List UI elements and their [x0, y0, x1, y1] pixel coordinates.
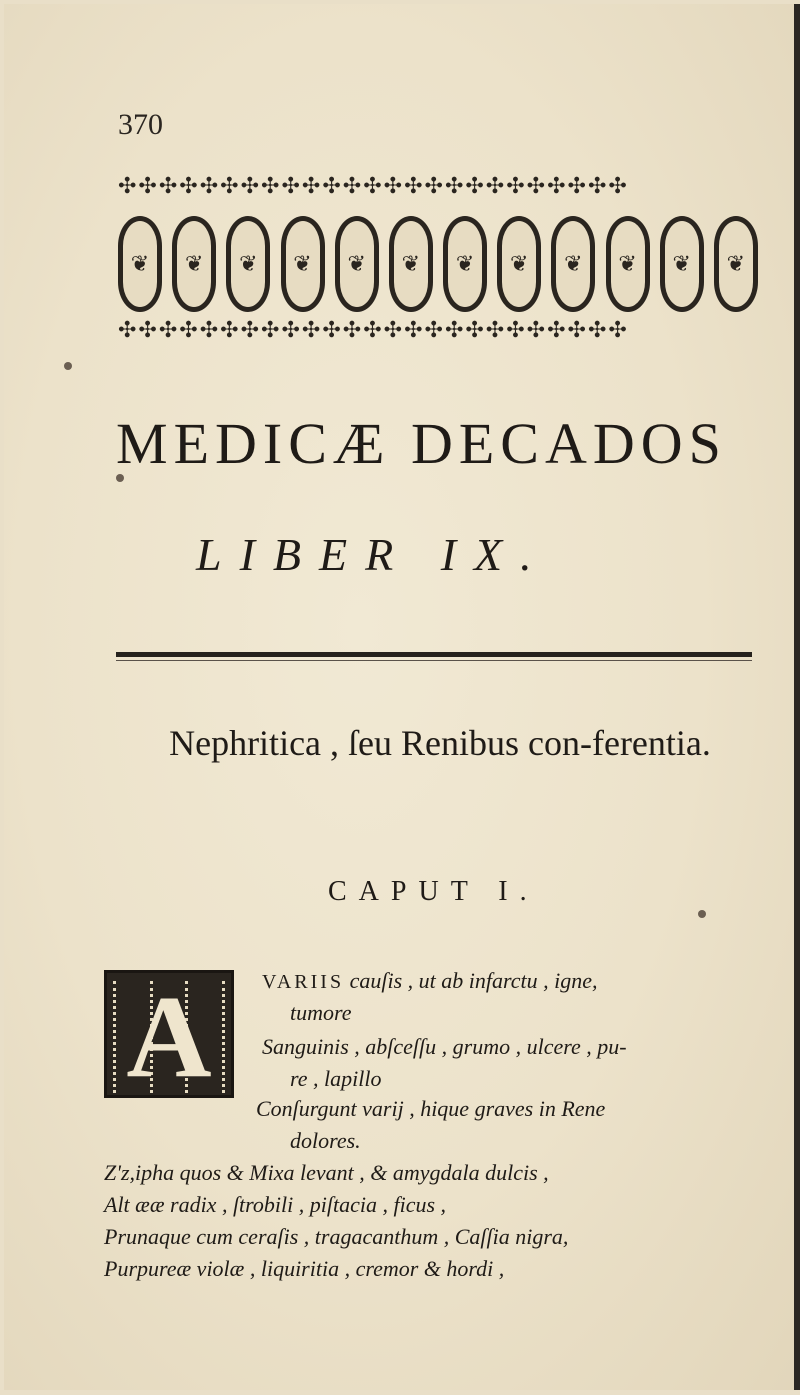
ornament-cell: ❦ [172, 216, 216, 312]
verse-line-text: cauſis , ut ab infarctu , igne, [344, 968, 598, 993]
ink-spot [64, 362, 72, 370]
verse-line: Sanguinis , abſceſſu , grumo , ulcere , pu- [262, 1034, 627, 1059]
verse-smallcaps-word: VARIIS [262, 971, 345, 993]
verse-line: tumore [290, 1000, 352, 1025]
divider-rule-thin [116, 660, 752, 661]
ornament-border-top: ✣✣✣✣✣✣✣✣✣✣✣✣✣✣✣✣✣✣✣✣✣✣✣✣✣ [118, 174, 629, 199]
ornament-cell: ❦ [281, 216, 325, 312]
ornament-border-bottom: ✣✣✣✣✣✣✣✣✣✣✣✣✣✣✣✣✣✣✣✣✣✣✣✣✣ [118, 318, 629, 343]
verse-line: dolores. [290, 1128, 361, 1153]
verse-line: Prunaque cum ceraſis , tragacanthum , Caſſia nigra, [104, 1224, 569, 1249]
ornament-cell: ❦ [443, 216, 487, 312]
verse-line: re , lapillo [290, 1066, 382, 1091]
ornament-cell: ❦ [551, 216, 595, 312]
ornament-cell: ❦ [660, 216, 704, 312]
ornament-band [118, 212, 758, 316]
divider-rule [116, 652, 752, 657]
verse-line: Z'z,ipha quos & Mixa levant , & amygdala dulcis , [104, 1160, 549, 1185]
ornament-cell: ❦ [335, 216, 379, 312]
ornament-cell: ❦ [389, 216, 433, 312]
ornament-cell: ❦ [226, 216, 270, 312]
decorated-initial [104, 970, 234, 1098]
verse-line: Alt ææ radix , ſtrobili , piſtacia , ficus , [104, 1192, 447, 1217]
book-title: MEDICÆ DECADOS [116, 411, 727, 476]
chapter-heading: CAPUT I. [328, 876, 539, 907]
ornament-cell: ❦ [714, 216, 758, 312]
verse-line: Conſurgunt varij , hique graves in Rene [256, 1096, 606, 1121]
page-number: 370 [118, 108, 163, 141]
ink-spot [698, 910, 706, 918]
initial-letter: A [126, 971, 212, 1098]
section-heading: Nephritica , ſeu Renibus con-ferentia. [169, 723, 711, 763]
ornament-cell: ❦ [606, 216, 650, 312]
book-subtitle: LIBER IX. [196, 529, 550, 580]
verse-line: Purpureæ violæ , liquiritia , cremor & hordi , [104, 1256, 505, 1281]
ornament-cell: ❦ [118, 216, 162, 312]
verse-line [262, 968, 597, 994]
ornament-cell: ❦ [497, 216, 541, 312]
